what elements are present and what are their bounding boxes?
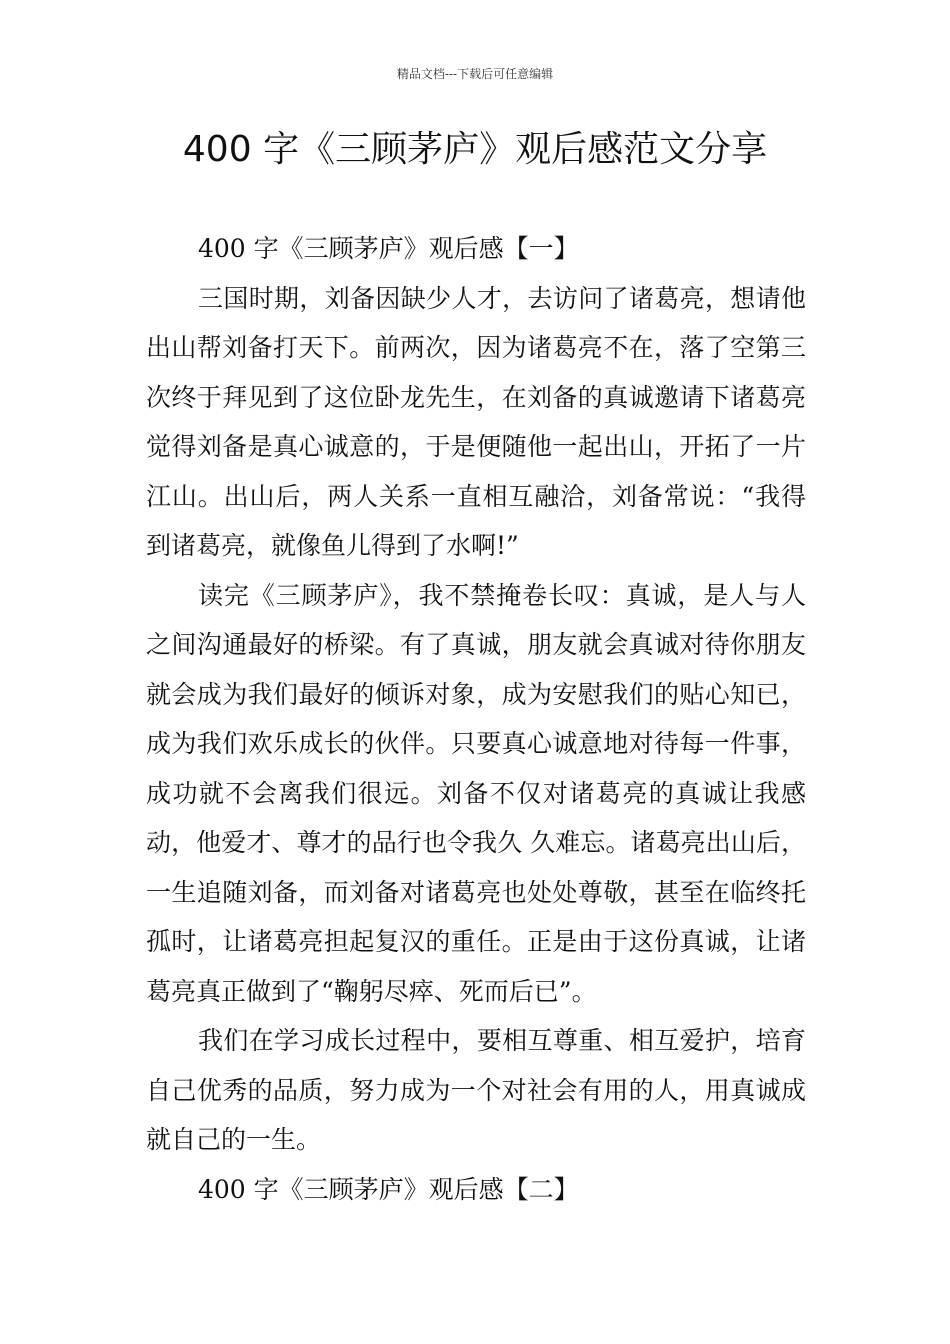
section-heading-1: 400 字《三顾茅庐》观后感【一】 [198,234,579,263]
section-heading-2: 400 字《三顾茅庐》观后感【二】 [198,1174,579,1204]
paragraph-2: 读完《三顾茅庐》，我不禁掩卷长叹：真诚，是人与人之间沟通最好的桥梁。有了真诚，朋友就会真诚对待你朋友就会成为我们最好的倾诉对象，成为安慰我们的贴心知已，成为我们欢乐成长的伙伴。只要真心诚意地对待每一件事，成功就不会离我们很远。刘备不仅对诸葛亮的真诚让我感动，他爱才、尊才的品行也令我久 久难忘。诸葛亮出山后，一生追随刘备，而刘备对诸葛亮也处处尊敬，甚至在临终托孤时，让诸葛亮担起复汉的重任。正是由于这份真诚，让诸葛亮真正做到了“鞠躬尽瘁、死而后已”。 [146,580,806,1006]
header-note: 精品文档---下载后可任意编辑 [396,67,554,81]
paragraph-3: 我们在学习成长过程中，要相互尊重、相互爱护，培育自己优秀的品质，努力成为一个对社会有用的人，用真诚成就自己的一生。 [146,1026,806,1154]
paragraph-1: 三国时期，刘备因缺少人才，去访问了诸葛亮，想请他出山帮刘备打天下。前两次，因为诸葛亮不在，落了空第三次终于拜见到了这位卧龙先生，在刘备的真诚邀请下诸葛亮觉得刘备是真心诚意的，于是便随他一起出山，开拓了一片江山。出山后，两人关系一直相互融洽，刘备常说：“我得到诸葛亮，就像鱼儿得到了水啊!” [146,283,806,560]
document-title: 400 字《三顾茅庐》观后感范文分享 [182,129,768,170]
document-body [146,224,806,1214]
